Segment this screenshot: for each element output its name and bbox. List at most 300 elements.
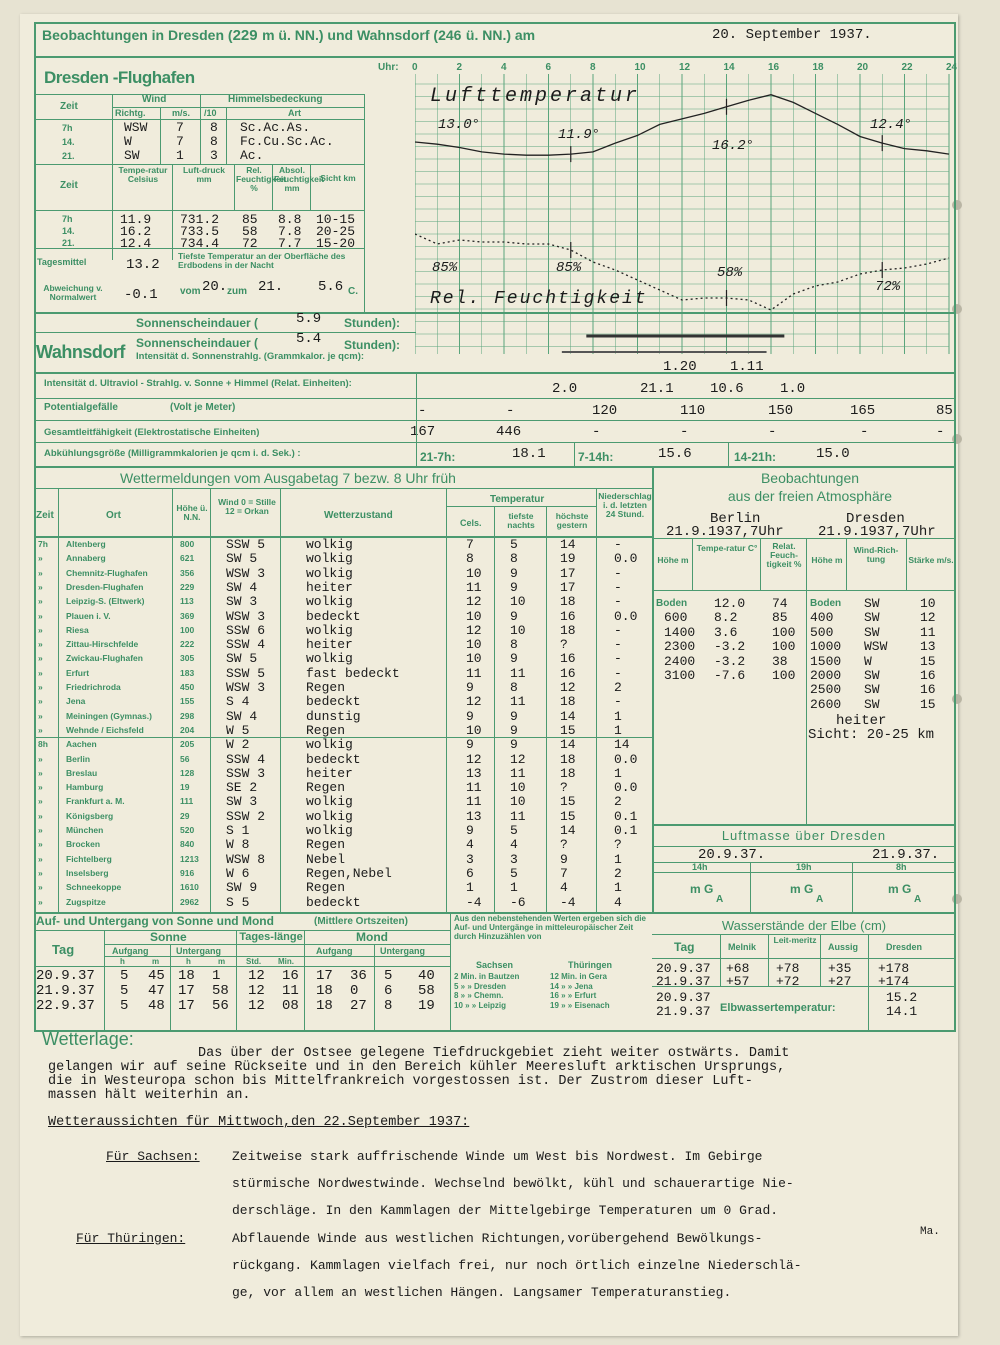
abk-val-1: 18.1	[512, 446, 546, 462]
wetter-hoch: 18	[560, 765, 576, 781]
freie-h-hoehe: Höhe m	[657, 555, 689, 565]
wetter-ort: Schneekoppe	[66, 882, 122, 893]
wetter-tief: 8	[510, 680, 518, 695]
sm-mu-h: 5	[384, 968, 393, 984]
wetter-hoehe: 1213	[180, 853, 199, 864]
wetter-nied: 1	[614, 851, 622, 867]
wetter-nied: ?	[614, 837, 622, 853]
header-title-pre: Beobachtungen in Dresden (	[42, 27, 233, 43]
wetter-wind: WSW 3	[226, 608, 266, 624]
obs2-druck: 734.4	[180, 236, 220, 251]
wetter-nied: 2	[614, 680, 622, 695]
obs2-abs: 8.8	[278, 212, 302, 227]
wetter-wind: SSW 4	[226, 637, 266, 653]
luftmasse-sub3: A	[914, 894, 922, 905]
sm-su-m: 58	[212, 983, 229, 999]
obs-h-sicht: Sicht km	[320, 173, 356, 183]
wetter-nied: 1	[614, 765, 622, 781]
wetter-h-tief: tiefste nachts	[507, 511, 535, 530]
wetter-ort: Aachen	[66, 739, 97, 750]
elbe-wt-label: Elbwassertemperatur:	[720, 1002, 836, 1014]
sonnenschein1-value: 5.9	[296, 311, 322, 327]
wetter-hoch: 4	[560, 880, 568, 896]
freie-b-hoehe: Boden	[656, 598, 688, 609]
obs-zeit: 7h	[62, 123, 73, 133]
wetter-zustand: wolkig	[306, 551, 353, 567]
freie-d-staerke: 15	[920, 653, 936, 669]
wetter-cels: 13	[466, 808, 482, 824]
thueringen-line: Abflauende Winde aus westlichen Richtungen,vorübergehend Bewölkungs-	[232, 1231, 763, 1246]
wetter-hoch: ?	[560, 780, 568, 796]
obs2-rel: 58	[242, 224, 258, 239]
sm-tag: 22.9.37	[36, 998, 95, 1014]
obs2-sicht: 15-20	[316, 236, 356, 251]
wetter-nied: 14	[614, 737, 630, 753]
freie-d-richt: SW	[864, 610, 880, 626]
wetter-zustand: heiter	[306, 579, 353, 595]
wetter-hoch: 17	[560, 565, 576, 581]
elbe-dresden: +174	[878, 974, 910, 989]
wetter-cels: 9	[466, 737, 474, 753]
sm-sachsen-row: 2 Min. in Bautzen	[454, 972, 520, 981]
wetter-zustand: dunstig	[306, 708, 361, 724]
obs-art: Fc.Cu.Sc.Ac.	[240, 134, 334, 149]
wetterlage-line: Das über der Ostsee gelegene Tiefdruckgebiet zieht weiter ostwärts. Damit	[198, 1046, 790, 1061]
wetter-ort: Breslau	[66, 767, 98, 778]
wetter-ort: Leipzig-S. (Eltwerk)	[66, 596, 145, 607]
wetter-hoch: ?	[560, 837, 568, 853]
wetter-h-hoch: höchste gestern	[555, 511, 589, 530]
wetter-cels: 9	[466, 823, 474, 838]
graph-hour-10: 10	[634, 62, 646, 73]
luftmasse-h2: 19h	[796, 862, 812, 872]
sonnemond-h-sa: Aufgang	[112, 946, 149, 956]
sonnenschein1-label: Sonnenscheindauer (	[136, 316, 259, 330]
sm-thuer-row: 19 » » Eisenach	[550, 1000, 610, 1010]
obs-bed: 8	[210, 134, 218, 149]
dresden-label: Dresden -Flughafen	[44, 68, 195, 87]
obs-h-zeit2: Zeit	[60, 180, 78, 191]
leit-val: -	[936, 424, 945, 440]
wetter-ort: Zugspitze	[66, 896, 106, 907]
potential-val: 120	[592, 403, 618, 419]
zum-label: zum	[227, 286, 247, 297]
sm-tl-h: 12	[248, 998, 265, 1014]
obs2-zeit: 14.	[62, 226, 75, 236]
intensitaet-val-2: 1.11	[730, 359, 764, 375]
wetter-tief: 9	[510, 608, 518, 624]
wetter-hoehe: 520	[180, 825, 195, 835]
sm-sa-m: 48	[148, 998, 165, 1014]
obs2-druck: 733.5	[180, 224, 220, 239]
initials: Ma.	[920, 1226, 940, 1238]
wetter-zustand: heiter	[306, 637, 353, 653]
freie-title1: Beobachtungen	[760, 470, 860, 486]
wetter-wind: S 4	[226, 694, 250, 710]
wetter-zustand: wolkig	[306, 594, 353, 610]
freie-d-hoehe: 500	[810, 624, 834, 640]
wetter-zeit: »	[38, 825, 43, 835]
freie-b-feucht: 85	[772, 610, 788, 626]
sonnemond-note-title: (Mittlere Ortszeiten)	[314, 916, 408, 927]
wetter-zustand: wolkig	[306, 737, 353, 753]
vom-value: 20.	[202, 279, 228, 295]
temp-label-2: 11.9°	[558, 127, 601, 143]
wetter-zeit: 8h	[38, 739, 48, 750]
potential-val: 85	[936, 403, 953, 419]
uv-val-3: 10.6	[710, 381, 744, 397]
wetter-wind: SW 3	[226, 794, 258, 810]
wetter-hoehe: 229	[180, 581, 195, 592]
wetter-tief: 11	[510, 808, 526, 824]
freie-b-feucht: 38	[772, 653, 788, 669]
wetter-hoch: 17	[560, 579, 576, 595]
intensitaet-val-1: 1.20	[663, 359, 697, 375]
wetter-nied: 2	[614, 794, 622, 810]
wetter-wind: SW 4	[226, 579, 258, 595]
wetter-hoch: 12	[560, 680, 576, 695]
hum-label-1: 85%	[432, 260, 458, 276]
freie-sicht: Sicht: 20-25 km	[808, 727, 935, 743]
wetter-cels: 10	[466, 608, 482, 624]
obs-bed: 8	[210, 120, 218, 135]
wetter-zeit: »	[38, 639, 43, 650]
wetter-zeit: »	[38, 567, 43, 578]
freie-b-hoehe: 600	[664, 610, 688, 626]
wetter-cels: 1	[466, 880, 474, 896]
freie-b-temp: -3.2	[714, 639, 746, 655]
header	[42, 27, 535, 51]
wetter-ort: Inselsberg	[66, 867, 109, 878]
wetter-ort: Zittau-Hirschfelde	[66, 639, 139, 650]
wetter-title: Wettermeldungen vom Ausgabetag 7 bezw. 8 Uhr früh	[120, 470, 456, 486]
obs-ms: 1	[176, 148, 184, 163]
wetter-hoehe: 19	[180, 782, 190, 793]
obs-art: Ac.	[240, 148, 264, 163]
sm-mu-m: 19	[418, 998, 435, 1014]
sachsen-line: derschläge. In den Kammlagen der Mittelgebirge Temperaturen um 0 Grad.	[232, 1203, 779, 1218]
wetter-ort: Meiningen (Gymnas.)	[66, 710, 152, 721]
wetter-hoehe: 305	[180, 653, 195, 664]
wetter-zustand: Regen	[306, 880, 346, 896]
wetter-wind: S 5	[226, 894, 250, 910]
zum-value: 21.	[258, 279, 284, 295]
wetter-hoehe: 205	[180, 739, 195, 750]
wetter-cels: 12	[466, 594, 482, 610]
obs-ms: 7	[176, 120, 184, 135]
graph-hour-18: 18	[812, 62, 824, 73]
wetter-cels: 9	[466, 708, 474, 724]
wetter-ort: Annaberg	[66, 553, 106, 564]
wetterlage-line: gelangen wir auf seine Rückseite und in den Bereich kühler Meeresluft arktischen Ursprungs,	[48, 1060, 786, 1075]
sm-tag: 21.9.37	[36, 983, 95, 999]
potential-label: Potentialgefälle	[44, 402, 118, 413]
freie-b-hoehe: 2400	[664, 653, 696, 669]
wetter-ort: Plauen i. V.	[66, 610, 111, 621]
wetter-zeit: »	[38, 867, 43, 878]
wetter-tief: 3	[510, 851, 518, 867]
wetter-h-nied: Niederschlag i. d. letzten 24 Stund.	[598, 491, 652, 519]
elbe-leit: +72	[776, 974, 800, 989]
obs2-zeit: 7h	[62, 214, 73, 224]
wetter-hoehe: 840	[180, 839, 195, 850]
wetter-wind: SSW 3	[226, 765, 266, 781]
leit-val: 446	[496, 424, 522, 440]
hum-label-2: 85%	[556, 260, 582, 276]
wetter-ort: Altenberg	[66, 539, 106, 549]
wetter-hoehe: 369	[180, 610, 195, 621]
wetter-tief: 4	[510, 837, 518, 853]
wetter-wind: SW 5	[226, 551, 258, 567]
graph-uhr-label: Uhr:	[378, 62, 399, 73]
elbe-h-dresden: Dresden	[886, 942, 923, 952]
obs2-sicht: 20-25	[316, 224, 356, 239]
wetter-wind: W 5	[226, 722, 250, 738]
sonnemond-sachsen: Sachsen	[476, 960, 514, 970]
abk-label: Abkühlungsgröße (Milligrammkalorien je qcm i. d. Sek.) :	[44, 448, 301, 459]
obs2-abs: 7.7	[278, 236, 302, 251]
wetter-zustand: bedeckt	[306, 751, 361, 767]
potential-val: 165	[850, 403, 876, 419]
wetter-zeit: »	[38, 882, 43, 893]
wetter-ort: Berlin	[66, 753, 91, 764]
sm-thuer-row: 12 Min. in Gera	[550, 972, 607, 981]
wetter-nied: -	[614, 579, 622, 595]
wetter-nied: 4	[614, 894, 622, 910]
elbe-aussig: +35	[828, 961, 852, 976]
obs-h-zeit: Zeit	[60, 101, 78, 112]
wetter-hoch: 16	[560, 608, 576, 624]
wetter-hoch: 19	[560, 551, 576, 567]
wetter-ort: Wehnde / Eichsfeld	[66, 724, 144, 735]
wetter-cels: 8	[466, 551, 474, 567]
freie-b-feucht: 100	[772, 624, 796, 640]
wetter-ort: Fichtelberg	[66, 853, 112, 864]
wetter-wind: SSW 2	[226, 808, 266, 824]
wetter-zeit: »	[38, 667, 43, 678]
vom-label: vom	[180, 286, 201, 297]
wetter-hoch: 18	[560, 751, 576, 767]
wetter-cels: 6	[466, 865, 474, 881]
wetter-zeit: »	[38, 696, 43, 707]
sm-sa-h: 5	[120, 968, 129, 984]
wetter-wind: SW 4	[226, 708, 258, 724]
graph-hum-title: Rel. Feuchtigkeit	[430, 289, 648, 309]
wetter-zeit: »	[38, 796, 43, 807]
wetter-hoehe: 450	[180, 682, 195, 692]
wetter-hoehe: 2962	[180, 896, 199, 907]
uv-val-1: 2.0	[552, 381, 578, 397]
luftmasse-date2: 21.9.37.	[872, 847, 940, 863]
wetter-tief: 10	[510, 780, 526, 796]
luftmasse-date1: 20.9.37.	[698, 847, 766, 863]
wetter-ort: Königsberg	[66, 810, 114, 821]
elbe-h-leit: Leit-meritz	[773, 935, 817, 945]
luftmasse-sub2: A	[816, 894, 824, 905]
sm-thuer-row: 14 » » Jena	[550, 981, 593, 991]
freie-title2: aus der freien Atmosphäre	[727, 488, 893, 504]
wetter-tief: 10	[510, 622, 526, 638]
elbe-wt-tag: 20.9.37	[656, 990, 711, 1005]
sonnemond-h-ma: Aufgang	[316, 946, 353, 956]
wetter-wind: W 6	[226, 865, 250, 881]
wetter-hoch: 18	[560, 622, 576, 638]
wetter-nied: -	[614, 694, 622, 710]
obs-h-10: /10	[204, 108, 217, 118]
wetter-tief: 5	[510, 823, 518, 838]
freie-h-temp: Tempe-ratur C°	[696, 543, 758, 553]
obs-h-temp: Tempe-ratur Celsius	[118, 165, 168, 184]
sonnemond-h-mu: Untergang	[380, 946, 425, 956]
graph-hour-14: 14	[723, 62, 735, 73]
wetterlage-title: Wetterlage:	[42, 1029, 134, 1049]
wetter-nied: 0.1	[614, 823, 638, 838]
obs-h-druck: Luft-druck mm	[182, 165, 226, 184]
wetter-wind: W 2	[226, 737, 250, 753]
potential-val: 150	[768, 403, 794, 419]
graph-temp-title: Lufttemperatur	[430, 85, 641, 108]
leit-val: 167	[410, 424, 436, 440]
header-title-post: ü. NN.) am	[465, 27, 536, 43]
graph-hour-20: 20	[857, 62, 869, 73]
thueringen-line: rückgang. Kammlagen vielfach frei, nur noch örtlich einzelne Niederschlä-	[232, 1258, 802, 1273]
obs2-rel: 72	[242, 236, 258, 251]
luftmasse-v3: m G	[888, 882, 912, 896]
luftmasse-h1: 14h	[692, 862, 708, 872]
wetter-zustand: fast bedeckt	[306, 665, 400, 681]
obs-richtg: WSW	[124, 120, 148, 135]
wetter-nied: 0.0	[614, 608, 638, 624]
aussichten-title: Wetteraussichten für Mittwoch,den 22.September 1937:	[48, 1115, 470, 1130]
temp-label-4: 12.4°	[870, 117, 913, 133]
wetter-ort: Zwickau-Flughafen	[66, 653, 143, 664]
wetter-zustand: wolkig	[306, 794, 353, 810]
uv-val-2: 21.1	[640, 381, 674, 397]
sonnemond-note: Aus den nebenstehenden Werten ergeben sich die Auf- und Untergänge in mitteleuropäischer Zeit durch Hinzuzählen von	[454, 914, 646, 941]
sm-sachsen-row: 5 » » Dresden	[454, 981, 507, 991]
wetter-ort: Riesa	[66, 624, 89, 635]
wetter-nied: -	[614, 622, 622, 638]
freie-b-hoehe: 1400	[664, 624, 696, 640]
sonnemond-h-tl: Tages-länge	[239, 931, 303, 943]
wetter-zustand: Regen,Nebel	[306, 865, 392, 881]
freie-d-richt: SW	[864, 624, 880, 640]
wetter-nied: 1	[614, 722, 622, 738]
wetter-tief: 11	[510, 694, 526, 710]
wetter-zustand: heiter	[306, 765, 353, 781]
wetter-wind: WSW 8	[226, 851, 266, 867]
sonnenschein2-unit: Stunden):	[344, 338, 400, 352]
wetter-nied: -	[614, 594, 622, 610]
potential-unit: (Volt je Meter)	[170, 402, 236, 413]
wetter-zeit: »	[38, 853, 43, 864]
wetter-hoch: 14	[560, 708, 576, 724]
wetter-cels: 11	[466, 665, 482, 681]
sonnemond-h-mond: Mond	[356, 930, 388, 944]
wetter-hoehe: 56	[180, 753, 190, 764]
wetter-zeit: »	[38, 782, 43, 793]
wetter-tief: 10	[510, 594, 526, 610]
wetter-tief: 8	[510, 551, 518, 567]
wetter-h-temp: Temperatur	[490, 494, 545, 505]
wetter-hoehe: 155	[180, 696, 195, 707]
sm-sa-m: 47	[148, 983, 165, 999]
wetter-zustand: Regen	[306, 837, 346, 853]
freie-b-temp: -7.6	[714, 668, 746, 683]
abk-val-2: 15.6	[658, 446, 692, 462]
intensitaet-label: Intensität d. Sonnenstrahlg. (Grammkalor. je qcm):	[136, 351, 365, 362]
wetter-wind: SW 3	[226, 594, 258, 610]
freie-d-hoehe: 1000	[810, 639, 842, 655]
potential-val: 110	[680, 403, 706, 419]
freie-b-temp: 3.6	[714, 624, 738, 640]
sonnemond-h-h1: h	[120, 957, 125, 966]
graph-hour-8: 8	[590, 62, 596, 73]
wetter-hoch: -4	[560, 894, 576, 910]
freie-d-richt: WSW	[864, 639, 888, 655]
wetter-zeit: »	[38, 553, 43, 564]
obs2-druck: 731.2	[180, 212, 220, 227]
wetter-zustand: Regen	[306, 722, 346, 738]
wetter-zustand: wolkig	[306, 651, 353, 667]
elbe-wt-tag: 21.9.37	[656, 1004, 711, 1019]
wetter-wind: SE 2	[226, 780, 258, 796]
abweichung-value: -0.1	[124, 287, 158, 303]
wetter-zeit: »	[38, 896, 43, 907]
sm-ma-h: 18	[316, 998, 333, 1014]
wetter-cels: 11	[466, 579, 482, 595]
freie-d-hoehe: 2000	[810, 668, 842, 683]
sm-sa-m: 45	[148, 968, 165, 984]
freie-b-feucht: 100	[772, 668, 796, 683]
sonnemond-title: Auf- und Untergang von Sonne und Mond	[36, 914, 274, 928]
obs2-sicht: 10-15	[316, 212, 356, 227]
freie-heiter: heiter	[836, 713, 887, 729]
freie-d-staerke: 12	[920, 610, 936, 626]
wetter-zeit: 7h	[38, 539, 48, 549]
wetter-ort: Hamburg	[66, 782, 104, 793]
wetter-h-zustand: Wetterzustand	[324, 510, 393, 521]
sm-sa-h: 5	[120, 983, 129, 999]
sachsen-line: stürmische Nordwestwinde. Wechselnd bewölkt, kühl und schauerartige Nie-	[232, 1176, 794, 1191]
freie-b-feucht: 74	[772, 596, 788, 611]
sm-mu-m: 58	[418, 983, 435, 999]
sm-ma-h: 18	[316, 983, 333, 999]
header-date: 20. September 1937.	[712, 27, 872, 43]
freie-d-staerke: 13	[920, 639, 936, 655]
sm-ma-m: 0	[350, 983, 359, 999]
wetter-hoch: 14	[560, 537, 576, 552]
abk-period-1: 21-7h:	[420, 450, 456, 464]
abk-period-2: 7-14h:	[578, 450, 614, 464]
freie-d-hoehe: 2600	[810, 696, 842, 712]
sonnenschein2-value: 5.4	[296, 331, 322, 347]
wetter-cels: 10	[466, 722, 482, 738]
tiefste-label: Tiefste Temperatur an der Oberfläche des Erdbodens in der Nacht	[178, 251, 346, 270]
wetter-nied: -	[614, 565, 622, 581]
sonnenschein2-label: Sonnenscheindauer (	[136, 336, 259, 350]
obs-h-ms: m/s.	[172, 108, 191, 118]
wetter-cels: 9	[466, 680, 474, 695]
freie-d-staerke: 11	[920, 624, 936, 640]
freie-b-temp: 12.0	[714, 596, 746, 611]
thueringen-line: ge, vor allem an westlichen Hängen. Langsamer Temperaturanstieg.	[232, 1285, 732, 1300]
sm-sa-h: 5	[120, 998, 129, 1014]
wetter-tief: -6	[510, 894, 526, 910]
sm-tl-m: 16	[282, 968, 299, 984]
freie-h-staerke: Stärke m/s.	[908, 555, 954, 565]
wetter-wind: WSW 3	[226, 680, 266, 695]
